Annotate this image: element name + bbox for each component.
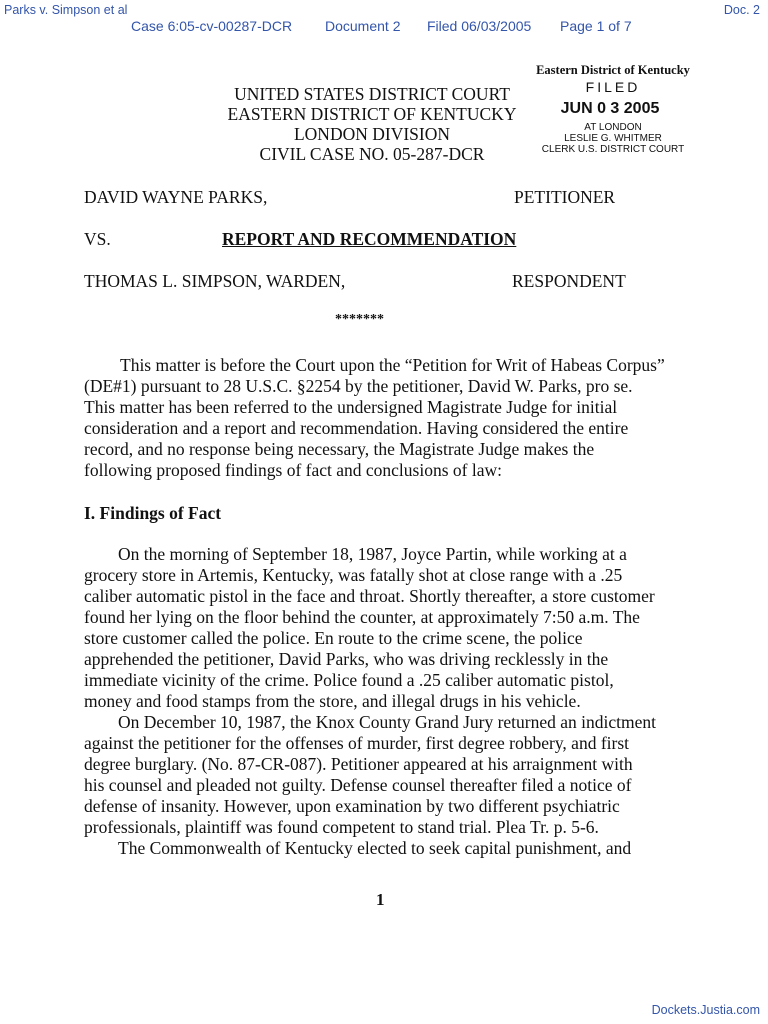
- text-line: found her lying on the floor behind the counter, at approximately 7:50 a.m. The: [84, 607, 640, 627]
- text-line: On the morning of September 18, 1987, Joyce Partin, while working at a: [118, 544, 627, 564]
- petitioner-name: DAVID WAYNE PARKS,: [84, 187, 268, 207]
- section-heading: I. Findings of Fact: [84, 503, 222, 523]
- respondent-name: THOMAS L. SIMPSON, WARDEN,: [84, 271, 346, 291]
- text-line: This matter has been referred to the undersigned Magistrate Judge for initial: [84, 397, 618, 417]
- stamp-filed: FILED: [585, 79, 641, 95]
- page-number: 1: [376, 890, 385, 909]
- text-line: his counsel and pleaded not guilty. Defense counsel thereafter filed a notice of: [84, 775, 632, 795]
- text-line: professionals, plaintiff was found competent to stand trial. Plea Tr. p. 5-6.: [84, 817, 599, 837]
- stamp-district: Eastern District of Kentucky: [536, 63, 690, 77]
- text-line: defense of insanity. However, upon examination by two different psychiatric: [84, 796, 620, 816]
- text-line: This matter is before the Court upon the “Petition for Writ of Habeas Corpus”: [120, 355, 665, 375]
- text-line: The Commonwealth of Kentucky elected to seek capital punishment, and: [118, 838, 632, 858]
- doc-number-link[interactable]: Doc. 2: [723, 3, 760, 17]
- filed-date: Filed 06/03/2005: [427, 18, 532, 34]
- text-line: immediate vicinity of the crime. Police found a .25 caliber automatic pistol,: [84, 670, 614, 690]
- text-line: (DE#1) pursuant to 28 U.S.C. §2254 by the petitioner, David W. Parks, pro se.: [84, 376, 633, 396]
- text-line: On December 10, 1987, the Knox County Grand Jury returned an indictment: [118, 712, 656, 732]
- footer-justia-link[interactable]: Dockets.Justia.com: [651, 1003, 760, 1017]
- case-number: Case 6:05-cv-00287-DCR: [131, 18, 293, 34]
- stamp-clerk-title: CLERK U.S. DISTRICT COURT: [541, 144, 685, 155]
- text-line: following proposed findings of fact and conclusions of law:: [84, 460, 502, 480]
- text-line: money and food stamps from the store, and illegal drugs in his vehicle.: [84, 691, 581, 711]
- stamp-clerk-name: LESLIE G. WHITMER: [564, 133, 662, 144]
- court-line-4: CIVIL CASE NO. 05-287-DCR: [259, 144, 485, 164]
- text-line: grocery store in Artemis, Kentucky, was fatally shot at close range with a .25: [84, 565, 623, 585]
- text-line: apprehended the petitioner, David Parks, who was driving recklessly in the: [84, 649, 609, 669]
- court-line-2: EASTERN DISTRICT OF KENTUCKY: [227, 104, 517, 124]
- intro-paragraph: [84, 355, 684, 481]
- text-line: consideration and a report and recommendation. Having considered the entire: [84, 418, 629, 438]
- text-line: store customer called the police. En route to the crime scene, the police: [84, 628, 583, 648]
- versus-label: VS.: [84, 229, 111, 249]
- court-line-1: UNITED STATES DISTRICT COURT: [234, 84, 510, 104]
- text-line: caliber automatic pistol in the face and throat. Shortly thereafter, a store customer: [84, 586, 655, 606]
- separator-asterisks: *******: [335, 312, 384, 327]
- stamp-date: JUN 0 3 2005: [560, 100, 660, 117]
- page-indicator: Page 1 of 7: [560, 18, 632, 34]
- filed-stamp: [518, 63, 708, 155]
- document-number: Document 2: [325, 18, 401, 34]
- text-line: record, and no response being necessary, the Magistrate Judge makes the: [84, 439, 595, 459]
- court-caption: [212, 84, 532, 164]
- document-title: REPORT AND RECOMMENDATION: [222, 229, 517, 249]
- petitioner-role: PETITIONER: [514, 187, 616, 207]
- text-line: against the petitioner for the offenses of murder, first degree robbery, and first: [84, 733, 630, 753]
- findings-paragraphs: [84, 544, 684, 859]
- text-line: degree burglary. (No. 87-CR-087). Petitioner appeared at his arraignment with: [84, 754, 633, 774]
- stamp-location: AT LONDON: [584, 122, 642, 133]
- respondent-role: RESPONDENT: [512, 271, 626, 291]
- case-title-link[interactable]: Parks v. Simpson et al: [4, 3, 128, 17]
- court-line-3: LONDON DIVISION: [293, 124, 451, 144]
